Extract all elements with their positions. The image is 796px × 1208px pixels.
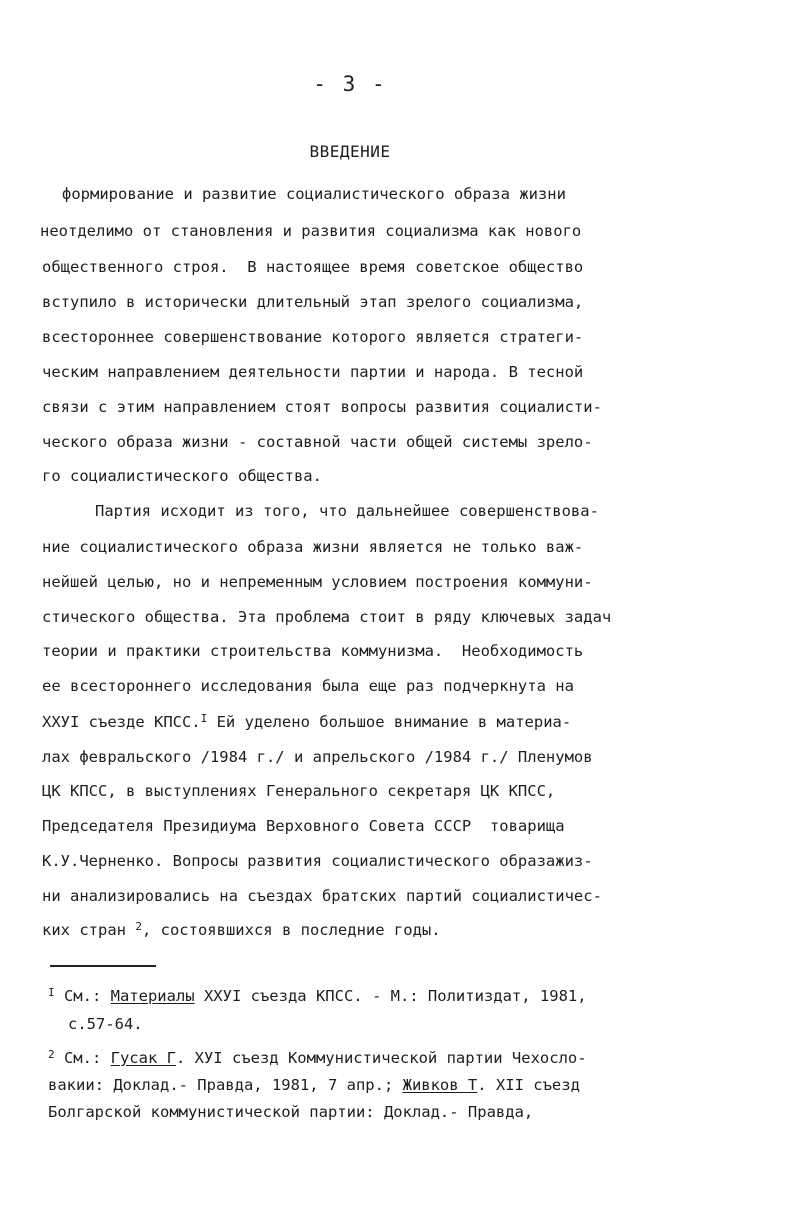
text-line: ческим направлением деятельности партии и народа. В тесной: [42, 363, 584, 381]
page-number: - 3 -: [313, 72, 387, 96]
text-line: всестороннее совершенствование которого является стратеги-: [42, 328, 584, 346]
text-line: ЦК КПСС, в выступлениях Генерального секретаря ЦК КПСС,: [42, 782, 556, 800]
text-segment: , состоявшихся в последние годы.: [141, 921, 441, 939]
footnote-author: Гусак Г: [110, 1049, 176, 1067]
footnote-text: . ХУI съезд Коммунистической партии Чехосло-: [175, 1049, 587, 1067]
text-line: формирование и развитие социалистического образа жизни: [62, 185, 566, 203]
text-line: ни анализировались на съездах братских партий социалистичес-: [42, 887, 602, 905]
footnote-2: [48, 1048, 587, 1068]
text-line: теории и практики строительства коммунизма. Необходимость: [42, 642, 584, 660]
text-line: общественного строя. В настоящее время советское общество: [42, 258, 584, 276]
text-line: ние социалистического образа жизни является не только важ-: [42, 538, 584, 556]
text-segment: Ей уделено большое внимание в материа-: [207, 713, 572, 731]
text-line: К.У.Черненко. Вопросы развития социалистического образажиз-: [42, 852, 593, 870]
footnote-1: [48, 986, 587, 1006]
footnote-2-cont: [48, 1075, 580, 1095]
text-line: ее всестороннего исследования была еще раз подчеркнута на: [42, 677, 574, 695]
text-segment: ХХУI съезде КПСС.: [42, 713, 201, 731]
text-line: стического общества. Эта проблема стоит в ряду ключевых задач: [42, 608, 612, 626]
footnote-text: См.:: [63, 987, 111, 1005]
text-line: Партия исходит из того, что дальнейшее совершенствова-: [95, 502, 599, 520]
text-line: го социалистического общества.: [42, 467, 322, 485]
text-line: связи с этим направлением стоят вопросы развития социалисти-: [42, 398, 602, 416]
footnote-author: Живков Т: [402, 1076, 478, 1094]
text-line: ческого образа жизни - составной части общей системы зрело-: [42, 433, 593, 451]
text-segment: ких стран: [42, 921, 126, 939]
footnote-ref-1: I: [200, 712, 208, 725]
footnote-title: Материалы: [110, 987, 195, 1005]
text-line: [42, 712, 571, 732]
text-line: [42, 920, 441, 940]
text-line: неотделимо от становления и развития социализма как нового: [40, 222, 582, 240]
text-line: Председателя Президиума Верховного Совета СССР товарища: [42, 817, 565, 835]
footnote-separator: [50, 965, 156, 967]
footnote-2-cont: Болгарской коммунистической партии: Доклад.- Правда,: [48, 1103, 534, 1121]
text-line: нейшей целью, но и непременным условием построения коммуни-: [42, 573, 593, 591]
footnote-text: . ХII съезд: [477, 1076, 580, 1094]
footnote-mark-2: 2: [48, 1048, 55, 1061]
text-line: вступило в исторически длительный этап зрелого социализма,: [42, 293, 584, 311]
footnote-text: См.:: [63, 1049, 111, 1067]
footnote-ref-2: 2: [135, 920, 142, 933]
footnote-text: вакии: Доклад.- Правда, 1981, 7 апр.;: [48, 1076, 403, 1094]
footnote-mark-1: I: [48, 986, 55, 999]
footnote-text: ХХУI съезда КПСС. - М.: Политиздат, 1981,: [194, 987, 587, 1005]
section-heading: ВВЕДЕНИЕ: [309, 142, 391, 161]
footnote-1-cont: с.57-64.: [68, 1015, 143, 1033]
text-line: лах февральского /1984 г./ и апрельского /1984 г./ Пленумов: [42, 748, 593, 766]
